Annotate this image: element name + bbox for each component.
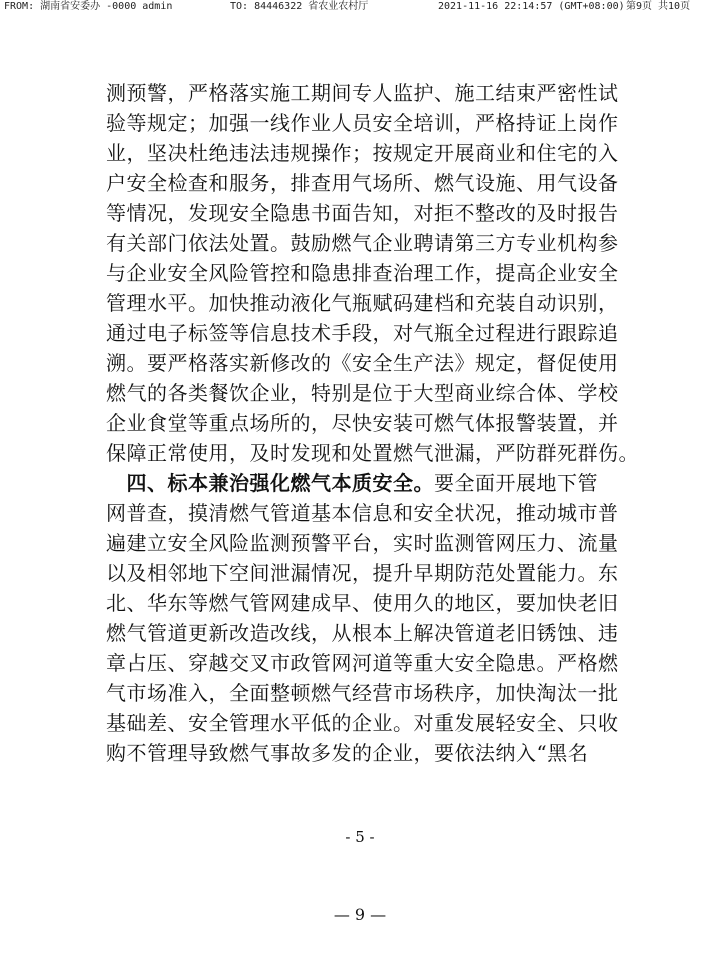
body-line: 管理水平。加快推动液化气瓶赋码建档和充装自动识别， bbox=[106, 291, 619, 315]
body-line: 通过电子标签等信息技术手段，对气瓶全过程进行跟踪追 bbox=[106, 321, 619, 345]
body-line: 章占压、穿越交叉市政管网河道等重大安全隐患。严格燃 bbox=[106, 651, 619, 675]
body-line: 燃气的各类餐饮企业，特别是位于大型商业综合体、学校 bbox=[106, 381, 619, 405]
fax-timestamp: 2021-11-16 22:14:57 (GMT+08:00) bbox=[438, 1, 625, 12]
body-line: 溯。要严格落实新修改的《安全生产法》规定，督促使用 bbox=[106, 351, 619, 375]
body-line: 业，坚决杜绝违法违规操作；按规定开展商业和住宅的入 bbox=[106, 141, 619, 165]
body-line: 保障正常使用，及时发现和处置燃气泄漏，严防群死群伤。 bbox=[106, 441, 639, 465]
fax-sender: FROM: 湖南省安委办 -0000 admin bbox=[4, 1, 173, 12]
fax-page-number: — 9 — bbox=[333, 905, 387, 924]
body-line: 以及相邻地下空间泄漏情况，提升早期防范处置能力。东 bbox=[106, 561, 619, 585]
fax-page-info: 第9页 共10页 bbox=[626, 1, 691, 12]
body-line: 基础差、安全管理水平低的企业。对重发展轻安全、只收 bbox=[106, 711, 619, 735]
fax-header bbox=[0, 0, 720, 14]
body-line: 与企业安全风险管控和隐患排查治理工作，提高企业安全 bbox=[106, 261, 619, 285]
body-line: 气市场准入，全面整顿燃气经营市场秩序，加快淘汰一批 bbox=[106, 681, 619, 705]
body-line: 购不管理导致燃气事故多发的企业，要依法纳入“黑名 bbox=[106, 741, 589, 765]
body-line: 燃气管道更新改造改线，从根本上解决管道老旧锈蚀、违 bbox=[106, 621, 619, 645]
body-line: 户安全检查和服务，排查用气场所、燃气设施、用气设备 bbox=[106, 171, 619, 195]
body-line: 等情况，发现安全隐患书面告知，对拒不整改的及时报告 bbox=[106, 201, 619, 225]
body-line: 网普查，摸清燃气管道基本信息和安全状况，推动城市普 bbox=[106, 501, 619, 525]
section-heading-line bbox=[106, 468, 618, 498]
body-line: 企业食堂等重点场所的，尽快安装可燃气体报警装置，并 bbox=[106, 411, 619, 435]
section-heading: 四、标本兼治强化燃气本质安全。 bbox=[126, 471, 434, 495]
body-line: 遍建立安全风险监测预警平台，实时监测管网压力、流量 bbox=[106, 531, 619, 555]
body-line: 北、华东等燃气管网建成早、使用久的地区，要加快老旧 bbox=[106, 591, 619, 615]
body-line: 有关部门依法处置。鼓励燃气企业聘请第三方专业机构参 bbox=[106, 231, 619, 255]
body-line: 测预警，严格落实施工期间专人监护、施工结束严密性试 bbox=[106, 81, 619, 105]
section-heading-rest: 要全面开展地下管 bbox=[434, 471, 598, 495]
fax-recipient: TO: 84446322 省农业农村厅 bbox=[230, 1, 369, 12]
body-line: 验等规定；加强一线作业人员安全培训，严格持证上岗作 bbox=[106, 111, 619, 135]
document-body bbox=[106, 78, 639, 768]
document-page-number: - 5 - bbox=[345, 828, 375, 846]
